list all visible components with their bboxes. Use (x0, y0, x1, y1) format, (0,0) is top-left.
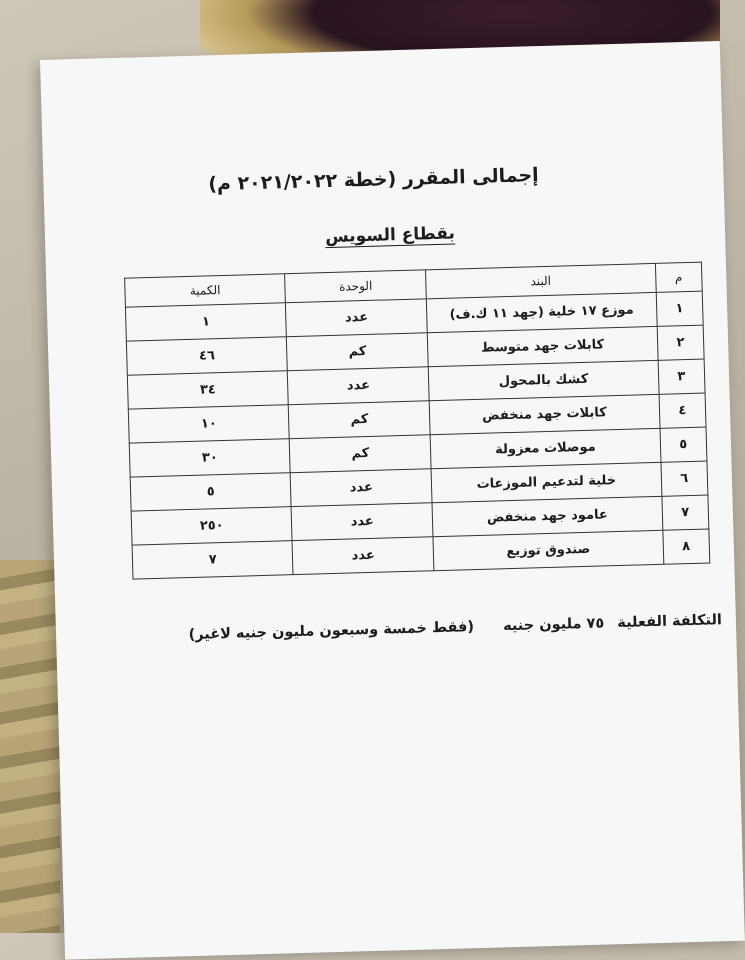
header-unit: الوحدة (285, 270, 427, 303)
cost-label: التكلفة الفعلية (617, 612, 723, 632)
row-unit: عدد (288, 367, 430, 405)
row-no: ٣ (658, 359, 705, 394)
row-unit: كم (290, 435, 432, 473)
row-item: موصلات معزولة (430, 428, 660, 468)
row-no: ٤ (659, 393, 706, 428)
row-qty: ١ (125, 303, 286, 341)
row-item: كابلات جهد متوسط (427, 326, 657, 366)
row-qty: ١٠ (128, 405, 289, 443)
row-qty: ٧ (132, 541, 293, 579)
row-item: صندوق توزيع (433, 530, 663, 570)
row-no: ٥ (660, 427, 707, 462)
header-item: البند (426, 263, 656, 298)
row-unit: عدد (286, 299, 428, 337)
row-qty: ٤٦ (126, 337, 287, 375)
paper-sheet (40, 41, 745, 960)
row-qty: ٣٠ (129, 439, 290, 477)
row-unit: كم (289, 401, 431, 439)
cost-in-words: (فقط خمسة وسبعون مليون جنيه لاغير) (188, 619, 475, 644)
row-item: موزع ١٧ خلية (جهد ١١ ك.ف) (426, 292, 656, 332)
cost-summary (122, 612, 722, 645)
row-no: ٢ (657, 325, 704, 360)
row-no: ٦ (661, 461, 708, 496)
row-item: كشك بالمحول (428, 360, 658, 400)
header-no: م (655, 262, 702, 292)
row-item: خلية لتدعيم الموزعات (431, 462, 661, 502)
document-subtitle: بقطاع السويس (324, 223, 456, 248)
row-item: كابلات جهد منخفض (429, 394, 659, 434)
row-qty: ٥ (130, 473, 291, 511)
row-qty: ٣٤ (127, 371, 288, 409)
row-unit: كم (287, 333, 429, 371)
document-title: إجمالى المقرر (خطة ٢٠٢١/٢٠٢٢ م) (207, 164, 539, 196)
row-unit: عدد (291, 503, 433, 541)
row-qty: ٢٥٠ (131, 507, 292, 545)
background-fabric (0, 560, 60, 933)
row-no: ٨ (662, 529, 709, 564)
items-table (124, 262, 710, 580)
row-no: ١ (656, 291, 703, 326)
row-item: عامود جهد منخفض (432, 496, 662, 536)
header-qty: الكمية (125, 274, 286, 307)
row-unit: عدد (290, 469, 432, 507)
row-no: ٧ (662, 495, 709, 530)
row-unit: عدد (292, 537, 434, 575)
document-content (40, 41, 745, 960)
cost-value: ٧٥ مليون جنيه (502, 615, 605, 635)
